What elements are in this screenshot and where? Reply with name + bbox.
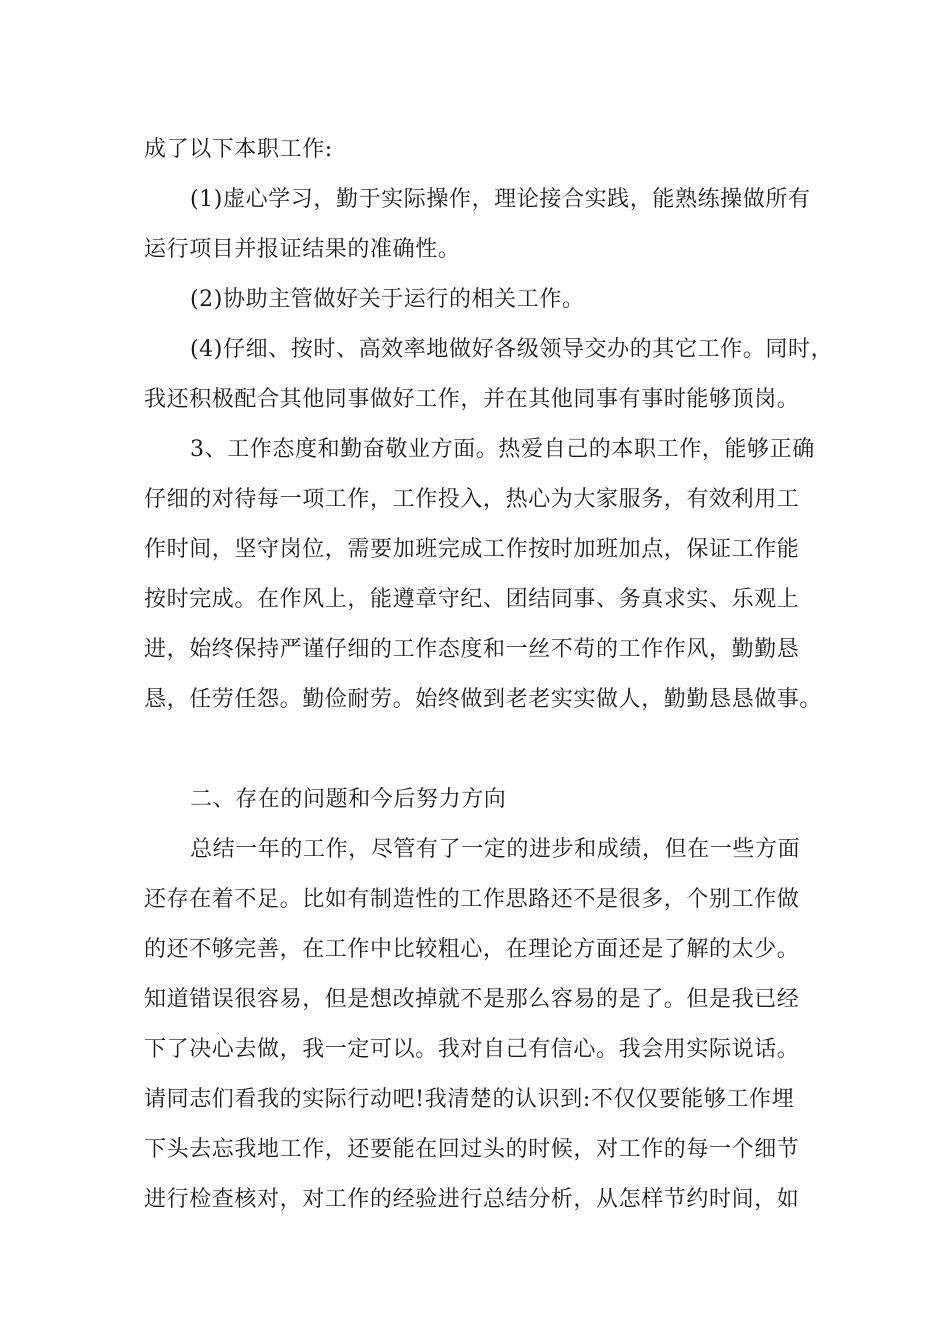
text-line: 还存在着不足。比如有制造性的工作思路还不是很多，个别工作做 <box>144 887 800 912</box>
text-line: (1)虚心学习，勤于实际操作，理论接合实践，能熟练操做所有 <box>190 187 811 212</box>
text-line: 成了以下本职工作: <box>144 137 333 162</box>
text-line: 作时间，坚守岗位，需要加班完成工作按时加班加点，保证工作能 <box>144 537 800 562</box>
text-line: 按时完成。在作风上，能遵章守纪、团结同事、务真求实、乐观上 <box>144 587 800 612</box>
text-line: 总结一年的工作，尽管有了一定的进步和成绩，但在一些方面 <box>190 837 801 862</box>
text-line: (4)仔细、按时、高效率地做好各级领导交办的其它工作。同时， <box>190 337 834 362</box>
text-line: 知道错误很容易，但是想改掉就不是那么容易的是了。但是我已经 <box>144 987 800 1012</box>
text-line: 进行检查核对，对工作的经验进行总结分析，从怎样节约时间，如 <box>144 1187 800 1212</box>
text-line: 进，始终保持严谨仔细的工作态度和一丝不苟的工作作风，勤勤恳 <box>144 637 800 662</box>
text-line: 下头去忘我地工作，还要能在回过头的时候，对工作的每一个细节 <box>144 1137 800 1162</box>
text-line: 我还积极配合其他同事做好工作，并在其他同事有事时能够顶岗。 <box>144 387 800 412</box>
text-line: 下了决心去做，我一定可以。我对自己有信心。我会用实际说话。 <box>144 1037 800 1062</box>
text-line: 恳，任劳任怨。勤俭耐劳。始终做到老老实实做人，勤勤恳恳做事。 <box>144 687 823 712</box>
text-line: (2)协助主管做好关于运行的相关工作。 <box>190 287 585 312</box>
text-line: 仔细的对待每一项工作，工作投入，热心为大家服务，有效利用工 <box>144 487 800 512</box>
text-line: 运行项目并报证结果的准确性。 <box>144 237 461 262</box>
text-line: 请同志们看我的实际行动吧!我清楚的认识到:不仅仅要能够工作埋 <box>144 1087 795 1112</box>
text-line: 的还不够完善，在工作中比较粗心，在理论方面还是了解的太少。 <box>144 937 800 962</box>
section-heading: 二、存在的问题和今后努力方向 <box>190 787 507 812</box>
text-line: 3、工作态度和勤奋敬业方面。热爱自己的本职工作，能够正确 <box>190 437 815 462</box>
